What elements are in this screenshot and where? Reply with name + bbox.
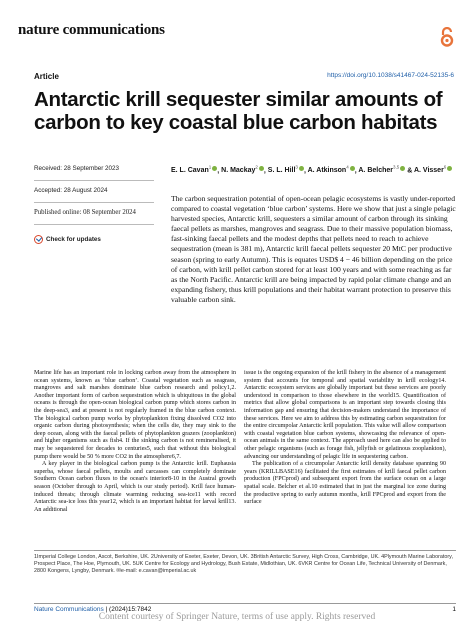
article-title: Antarctic krill sequester similar amounts of carbon to key coastal blue carbon habitats [34,88,443,134]
article-dates [34,163,154,251]
affiliations: 1Imperial College London, Ascot, Berkshire, UK. 2University of Exeter, Exeter, Devon, UK. 3British Antarctic Survey, High Cross, Cambridge, UK. 4Plymouth Marine Laboratory, Prospect Place, The Hoe, Plymouth, UK. 5UK Centre for Ecology and Hydrology, Bush Estate, Midlothian, UK. 6VKR Centre for Ocean Life, Technical University of Denmark, 2800 Kongens, Lyngby, Denmark. ✉e-mail: e.cavan@imperial.ac.uk [34,550,456,575]
orcid-icon[interactable] [259,166,264,171]
author[interactable]: S. L. Hill$^3$ [268,167,304,174]
body-column-right [244,370,446,507]
abstract: The carbon sequestration potential of open-ocean pelagic ecosystems is vastly under-reported compared to coastal vegetation ‘blue carbon’ systems. Here we show that just a single pelagic harvested species, Antarctic krill, sequesters a similar amount of carbon through its sinking faecal pellets as marshes, mangroves and seagrass. Due to their massive population biomass, fast-sinking faecal pellets and the modest depths that pellets need to reach to achieve sequestration (mean is 381 m), Antarctic krill faecal pellets sequester 20 MtC per productive season (spring to early Autumn). This is equates USD$ 4 − 46 billion depending on the price of carbon, with krill pellet carbon stored for at least 100 years and with some reaching as far as the North Pacific. Antarctic krill are being impacted by rapid polar climate change and an expanding fishery, thus krill populations and their habitat warrant protection to preserve this valuable carbon sink. [171,194,456,304]
check-updates-label: Check for updates [46,235,101,243]
check-for-updates-button[interactable] [34,229,154,247]
body-paragraph: The publication of a circumpolar Antarctic krill density database spanning 90 years (KRILLBASE16) facilitated the first estimates of krill faecal pellet carbon production (FPCprod) and subsequent export from the surface ocean on a large spatial scale. Belcher et al.10 estimated that in just the marginal ice zone during the productive spring to early autumn months, krill FPCprod and export from the surface [244,461,446,506]
author[interactable]: N. Mackay$^2$ [221,167,264,174]
article-type: Article [34,72,59,81]
body-paragraph: A key player in the biological carbon pump is the Antarctic krill. Euphausia superba, whose faecal pellets, moults and carcasses can completely dominate Southern Ocean carbon fluxes to the ocean's interior8-10 in the Austral growth season (October through to April, which is our study period). Krill face human-induced threats; through climate warming reducing sea-ice11 with record Antarctic sea-ice loss this year12, which is an important habitat for larval krill13. An additional [34,461,236,513]
article-header-row [34,72,454,84]
doi-link[interactable]: https://doi.org/10.1038/s41467-024-52135-6 [327,72,454,79]
orcid-icon[interactable] [400,166,405,171]
author-list: E. L. Cavan$^1$ , N. Mackay$^2$ , S. L. Hill$^3$ , A. Atkinson$^4$ , A. Belcher$^{3,5}$ & A. Visser$^6$ [171,163,456,176]
author[interactable]: E. L. Cavan$^1$ [171,167,217,174]
journal-name[interactable]: nature communications [18,22,165,38]
body-paragraph: issue is the ongoing expansion of the krill fishery in the absence of a management system that accounts for temporal and spatial variability in krill ecology14. Antarctic ecosystem services are globally important but these services are poorly understood in comparison to those elsewhere in the world15. Quantification of metrics that allow global comparisons is an important step towards closing this information gap and ensuring that decision-makers understand the importance of these services. Here we aim to address this by estimating carbon sequestration for the entire circumpolar Antarctic krill population. This value will allow comparison with coastal vegetation blue carbon systems, showcasing the relevance of open-ocean animals in the same context. The approach used here can also be applied to other pelagic organisms (such as forage fish, jellyfish or gelatinous zooplankton), advancing our understanding of pelagic life in sequestering carbon. [244,370,446,460]
author[interactable]: A. Atkinson$^4$ [308,167,355,174]
page-number: 1 [452,606,456,613]
footer-volume: | (2024)15:7842 [105,606,152,613]
orcid-icon[interactable] [447,166,452,171]
accepted-date: Accepted: 28 August 2024 [34,185,154,203]
body-paragraph: Marine life has an important role in locking carbon away from the atmosphere in ocean systems, known as ‘blue carbon’. Coastal vegetation such as seagrass, mangroves and salt marshes dominate blue carbon research and policy1,2. Another important form of carbon sequestration which is ubiquitous in the global oceans is through the open-ocean biological carbon pump which stores carbon in the deep-sea3, and at present is not regularly framed in the blue carbon context. The biological carbon pump works by phytoplankton fixing dissolved CO2 into organic carbon during photosynthesis; when the cells die, they may sink to the deep ocean, along with the faecal pellets of phytoplankton grazers (zooplankton) and higher organisms such as fish4. If the sinking carbon is not remineralised, it may be sequestered for decades to centuries5, such that without this biological pump there would be 50 % more CO2 in the atmosphere6,7. [34,370,236,460]
orcid-icon[interactable] [299,166,304,171]
author[interactable]: A. Belcher$^{3,5}$ [358,167,405,174]
received-date: Received: 28 September 2023 [34,163,154,181]
published-date: Published online: 08 September 2024 [34,207,154,225]
check-updates-icon [34,235,43,244]
orcid-icon[interactable] [350,166,355,171]
open-access-icon [440,27,454,47]
orcid-icon[interactable] [212,166,217,171]
author[interactable]: A. Visser$^6$ [414,167,452,174]
footer-divider [34,603,456,604]
watermark: Content courtesy of Springer Nature, terms of use apply. Rights reserved [98,612,376,622]
body-column-left [34,370,236,514]
footer-journal-link[interactable]: Nature Communications [34,606,104,613]
